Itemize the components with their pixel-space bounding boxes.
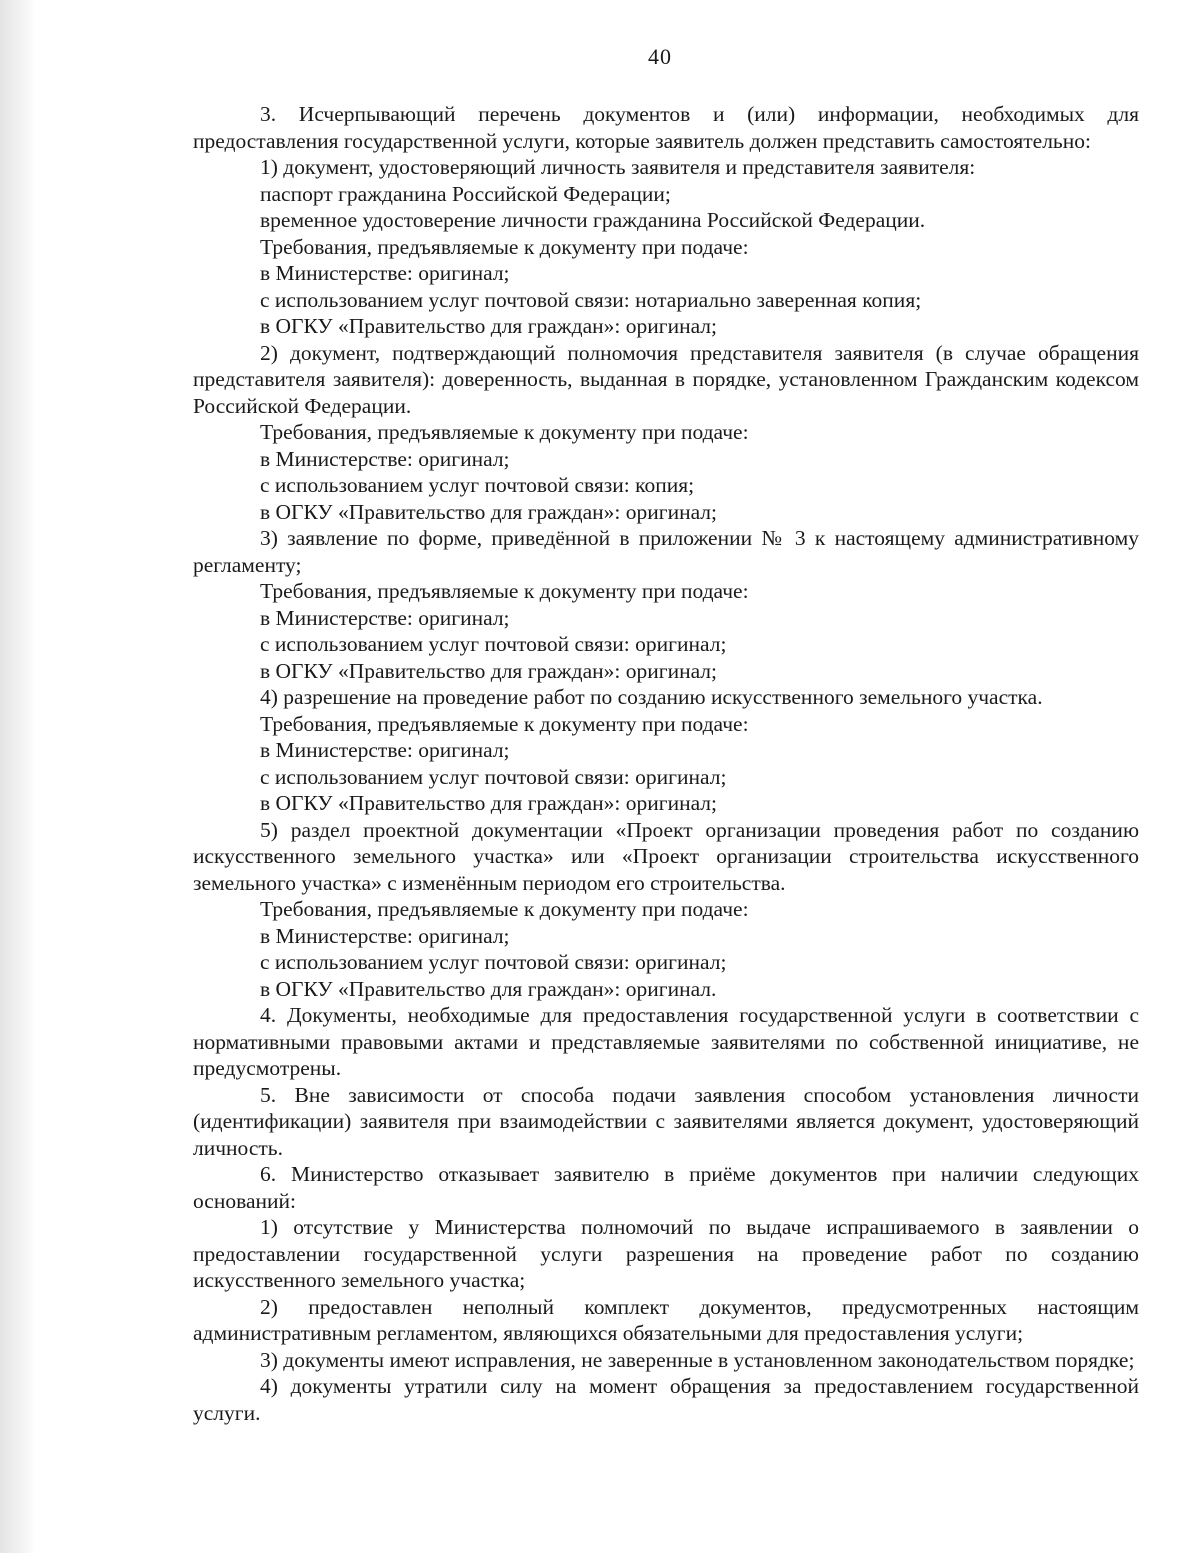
paragraph: 3) заявление по форме, приведённой в приложении № 3 к настоящему административному регламенту; [193,526,1139,577]
paragraph: паспорт гражданина Российской Федерации; [260,181,671,206]
paragraph: 3) документы имеют исправления, не заверенные в установленном законодательством порядке; [260,1347,1135,1372]
paragraph: 4) разрешение на проведение работ по созданию искусственного земельного участка. [260,685,1043,709]
paragraph: в ОГКУ «Правительство для граждан»: оригинал. [260,976,717,1001]
paragraph: в ОГКУ «Правительство для граждан»: оригинал; [260,314,718,338]
paragraph: 3. Исчерпывающий перечень документов и (или) информации, необходимых для предоставления государственной услуги, которые заявитель должен представить самостоятельно: [193,102,1139,153]
paragraph: в Министерстве: оригинал; [260,605,510,630]
document-body [193,101,1139,1426]
page-number: 40 [648,44,672,69]
paragraph: 5) раздел проектной документации «Проект организации проведения работ по созданию искусственного земельного участка» или «Проект организации строительства искусственного земельного участка» с изменённым периодом его строительства. [193,817,1139,895]
paragraph: в Министерстве: оригинал; [260,261,510,285]
paragraph: с использованием услуг почтовой связи: оригинал; [260,950,727,974]
paragraph: с использованием услуг почтовой связи: оригинал; [260,632,727,656]
paragraph: 4) документы утратили силу на момент обращения за предоставлением государственной услуги. [193,1374,1139,1425]
paragraph: 2) предоставлен неполный комплект документов, предусмотренных настоящим административным регламентом, являющихся обязательными для предоставления услуги; [193,1294,1139,1345]
paragraph: в ОГКУ «Правительство для граждан»: оригинал; [260,791,718,815]
paragraph: 4. Документы, необходимые для предоставления государственной услуги в соответствии с нормативными правовыми актами и представляемые заявителями по собственной инициативе, не предусмотрены. [193,1003,1139,1080]
paragraph: Требования, предъявляемые к документу при подаче: [260,711,749,736]
paragraph: Требования, предъявляемые к документу при подаче: [260,897,749,921]
paragraph: Требования, предъявляемые к документу при подаче: [260,579,749,603]
paragraph: с использованием услуг почтовой связи: копия; [260,473,695,497]
paragraph: 1) документ, удостоверяющий личность заявителя и представителя заявителя: [260,155,976,179]
paragraph: 1) отсутствие у Министерства полномочий по выдаче испрашиваемого в заявлении о предоставлении государственной услуги разрешения на проведение работ по созданию искусственного земельного участка; [193,1215,1139,1292]
paragraph: в Министерстве: оригинал; [260,923,510,948]
paragraph: в Министерстве: оригинал; [260,738,510,762]
paragraph: Требования, предъявляемые к документу при подаче: [260,420,749,444]
paragraph: с использованием услуг почтовой связи: оригинал; [260,764,727,789]
paragraph: в Министерстве: оригинал; [260,446,510,471]
paragraph: 2) документ, подтверждающий полномочия представителя заявителя (в случае обращения представителя заявителя): доверенность, выданная в порядке, установленном Гражданским кодексом Российской Федерации. [193,340,1139,418]
paragraph: Требования, предъявляемые к документу при подаче: [260,234,749,259]
paragraph: в ОГКУ «Правительство для граждан»: оригинал; [260,499,718,524]
scan-edge-shadow [0,0,36,1553]
paragraph: 6. Министерство отказывает заявителю в приёме документов при наличии следующих оснований: [193,1162,1139,1213]
paragraph: с использованием услуг почтовой связи: нотариально заверенная копия; [260,287,922,312]
paragraph: временное удостоверение личности гражданина Российской Федерации. [260,208,926,232]
paragraph: в ОГКУ «Правительство для граждан»: оригинал; [260,658,718,683]
paragraph: 5. Вне зависимости от способа подачи заявления способом установления личности (идентификации) заявителя при взаимодействии с заявителями является документ, удостоверяющий личность. [193,1082,1139,1160]
